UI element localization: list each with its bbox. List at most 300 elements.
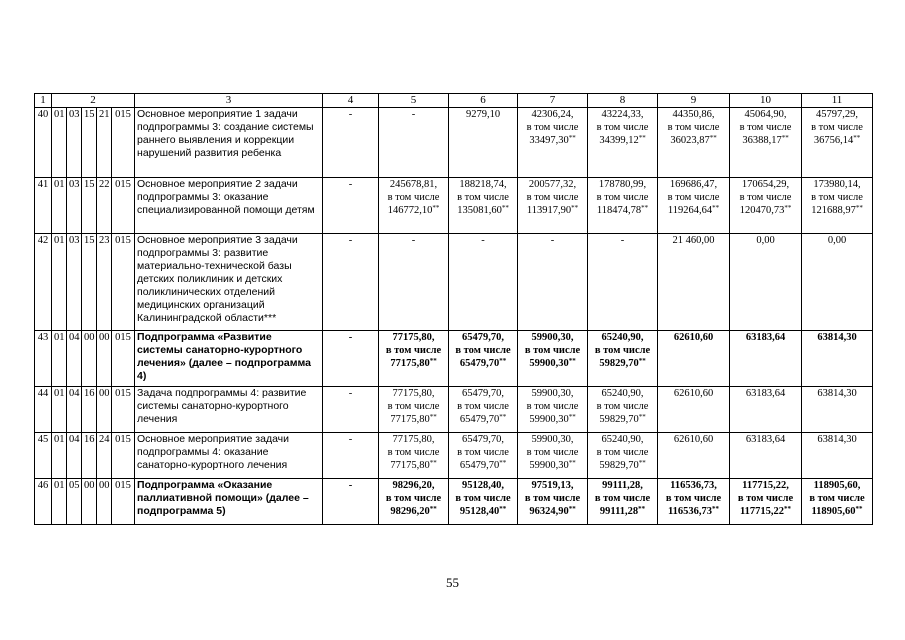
value-including-amount <box>732 505 799 518</box>
code-cell: 00 <box>97 331 112 387</box>
code-cell: 01 <box>52 479 67 525</box>
including-amount: 65479,70 <box>459 460 500 471</box>
value-cell <box>518 387 588 433</box>
value-cell <box>518 108 588 178</box>
value-cell <box>518 433 588 479</box>
value-including-label: в том числе <box>387 447 440 458</box>
value-cell <box>730 108 802 178</box>
code-cell: 21 <box>97 108 112 178</box>
value-main: 63814,30 <box>817 388 857 399</box>
value-cell <box>379 108 449 178</box>
footnote-mark: ** <box>638 413 646 421</box>
code-cell: 03 <box>67 108 82 178</box>
code-cell: 05 <box>67 479 82 525</box>
including-amount: 118474,78 <box>596 205 642 216</box>
value-main: 59900,30, <box>531 388 574 399</box>
including-amount: 59829,70 <box>599 414 639 425</box>
value-main: 178780,99, <box>598 179 647 190</box>
value-main: 188218,74, <box>459 179 507 190</box>
value-cell <box>802 433 873 479</box>
code-cell: 16 <box>82 433 97 479</box>
value-cell <box>658 178 730 234</box>
including-amount: 36388,17 <box>742 135 782 146</box>
including-amount: 95128,40 <box>459 506 500 517</box>
footnote-mark: ** <box>638 505 646 513</box>
including-amount: 118905,60 <box>811 506 856 517</box>
value-main: 59900,30, <box>531 332 574 343</box>
row-description: Основное мероприятие 3 задачи подпрограммы 3: развитие материально-технической базы детских поликлиник и детских поликлинических отделений медицинских организаций Калининградской области*** <box>135 234 323 331</box>
including-amount: 99111,28 <box>599 506 639 517</box>
footnote-mark: ** <box>568 413 576 421</box>
footnote-mark: ** <box>638 459 646 467</box>
value-main: 63814,30 <box>817 434 857 445</box>
including-amount: 34399,12 <box>599 135 639 146</box>
value-main: 116536,73, <box>670 480 717 491</box>
source-cell: - <box>323 387 379 433</box>
footnote-mark: ** <box>709 134 717 142</box>
source-cell: - <box>323 433 379 479</box>
value-including-label: в том числе <box>809 493 865 504</box>
footnote-mark: ** <box>568 505 576 513</box>
value-cell <box>730 387 802 433</box>
footnote-mark: ** <box>855 505 863 513</box>
value-main: 59900,30, <box>531 434 574 445</box>
value-main: 118905,60, <box>813 480 861 491</box>
code-cell: 16 <box>82 387 97 433</box>
value-main: 0,00 <box>827 235 847 246</box>
row-number: 43 <box>35 331 52 387</box>
table-row <box>35 178 873 234</box>
footnote-mark: ** <box>784 204 792 212</box>
value-including-amount <box>381 459 446 472</box>
value-cell <box>802 479 873 525</box>
including-amount: 65479,70 <box>459 414 500 425</box>
budget-table <box>34 93 873 525</box>
header-cell: 1 <box>35 94 52 108</box>
header-cell: 9 <box>658 94 730 108</box>
value-main: 21 460,00 <box>672 235 715 246</box>
value-main: 63183,64 <box>745 434 786 445</box>
source-cell: - <box>323 108 379 178</box>
value-including-label: в том числе <box>737 493 794 504</box>
value-main: 245678,81, <box>389 179 438 190</box>
code-cell: 04 <box>67 331 82 387</box>
value-including-label: в том числе <box>457 401 509 412</box>
code-cell: 23 <box>97 234 112 331</box>
value-main: - <box>620 235 625 246</box>
value-cell <box>802 178 873 234</box>
value-including-label: в том числе <box>596 192 649 203</box>
value-main: 65240,90, <box>601 388 644 399</box>
value-including-amount <box>520 505 585 518</box>
including-amount: 117715,22 <box>739 506 785 517</box>
row-description: Задача подпрограммы 4: развитие системы санаторно-курортного лечения <box>135 387 323 433</box>
footnote-mark: ** <box>568 357 576 365</box>
header-cell: 2 <box>52 94 135 108</box>
code-cell: 04 <box>67 433 82 479</box>
value-including-label: в том числе <box>455 493 511 504</box>
value-cell <box>730 331 802 387</box>
footnote-mark: ** <box>712 505 720 513</box>
table-row <box>35 108 873 178</box>
code-cell: 015 <box>112 433 135 479</box>
value-including-amount <box>590 357 655 370</box>
value-main: 95128,40, <box>462 480 505 491</box>
code-cell: 015 <box>112 178 135 234</box>
value-including-amount <box>660 134 727 147</box>
row-number: 40 <box>35 108 52 178</box>
code-cell: 01 <box>52 331 67 387</box>
footnote-mark: ** <box>638 134 646 142</box>
footnote-mark: ** <box>501 204 509 212</box>
code-cell: 00 <box>97 387 112 433</box>
including-amount: 59829,70 <box>599 358 639 369</box>
value-including-amount <box>381 505 446 518</box>
value-including-amount <box>520 357 585 370</box>
value-main: 65240,90, <box>601 434 644 445</box>
value-including-label: в том числе <box>526 447 579 458</box>
footnote-mark: ** <box>568 134 576 142</box>
footnote-mark: ** <box>499 357 507 365</box>
including-amount: 59900,30 <box>529 414 569 425</box>
value-cell <box>730 178 802 234</box>
code-cell: 15 <box>82 234 97 331</box>
value-cell <box>379 234 449 331</box>
table-row <box>35 331 873 387</box>
value-cell <box>379 479 449 525</box>
footnote-mark: ** <box>429 459 437 467</box>
header-row <box>35 94 873 108</box>
value-main: - <box>550 235 555 246</box>
code-cell: 015 <box>112 387 135 433</box>
value-including-amount <box>520 413 585 426</box>
value-cell <box>588 433 658 479</box>
code-cell: 01 <box>52 234 67 331</box>
value-including-amount <box>451 459 515 472</box>
value-including-amount <box>660 204 727 217</box>
value-cell <box>518 479 588 525</box>
footnote-mark: ** <box>432 204 440 212</box>
code-cell: 00 <box>82 479 97 525</box>
including-amount: 96324,90 <box>529 506 569 517</box>
value-main: 173980,14, <box>813 179 861 190</box>
value-main: 63814,30 <box>817 332 857 343</box>
code-cell: 15 <box>82 108 97 178</box>
code-cell: 015 <box>112 479 135 525</box>
value-main: 200577,32, <box>528 179 577 190</box>
code-cell: 00 <box>82 331 97 387</box>
value-including-amount <box>451 413 515 426</box>
value-cell <box>588 178 658 234</box>
including-amount: 116536,73 <box>667 506 713 517</box>
row-number: 44 <box>35 387 52 433</box>
value-including-label: в том числе <box>524 345 581 356</box>
including-amount: 121688,97 <box>811 205 856 216</box>
value-including-amount <box>451 357 515 370</box>
including-amount: 36023,87 <box>670 135 710 146</box>
value-including-label: в том числе <box>387 192 440 203</box>
value-cell <box>658 479 730 525</box>
row-description: Основное мероприятие задачи подпрограммы 4: оказание санаторно-курортного лечения <box>135 433 323 479</box>
value-main: 43224,33, <box>601 109 644 120</box>
value-including-label: в том числе <box>665 493 722 504</box>
value-main: 62610,60 <box>673 388 714 399</box>
value-including-amount <box>381 357 446 370</box>
header-cell: 6 <box>449 94 518 108</box>
code-cell: 15 <box>82 178 97 234</box>
value-cell <box>379 331 449 387</box>
value-main: 77175,80, <box>392 434 435 445</box>
value-including-amount <box>381 204 446 217</box>
value-main: 65240,90, <box>601 332 644 343</box>
value-cell <box>588 331 658 387</box>
row-number: 46 <box>35 479 52 525</box>
value-including-amount <box>660 505 727 518</box>
value-main: 65479,70, <box>462 332 505 343</box>
value-main: 77175,80, <box>392 388 435 399</box>
footnote-mark: ** <box>784 505 792 513</box>
value-main: - <box>481 235 485 246</box>
value-main: 117715,22, <box>742 480 789 491</box>
footnote-mark: ** <box>429 505 437 513</box>
code-cell: 015 <box>112 234 135 331</box>
value-main: 42306,24, <box>531 109 574 120</box>
value-main: 45797,29, <box>816 109 859 120</box>
value-cell <box>518 331 588 387</box>
row-number: 45 <box>35 433 52 479</box>
row-number: 41 <box>35 178 52 234</box>
including-amount: 77175,80 <box>390 414 430 425</box>
value-cell <box>730 433 802 479</box>
value-main: - <box>411 109 416 120</box>
value-including-label: в том числе <box>596 401 649 412</box>
code-cell: 01 <box>52 433 67 479</box>
including-amount: 59829,70 <box>599 460 639 471</box>
row-description: Основное мероприятие 1 задачи подпрограммы 3: создание системы раннего выявления и коррекции нарушений развития ребенка <box>135 108 323 178</box>
value-including-amount <box>804 134 870 147</box>
row-description: Подпрограмма «Развитие системы санаторно-курортного лечения» (далее – подпрограмма 4) <box>135 331 323 387</box>
row-number: 42 <box>35 234 52 331</box>
value-main: 63183,64 <box>745 388 786 399</box>
value-cell <box>802 387 873 433</box>
value-cell <box>658 108 730 178</box>
value-main: 62610,60 <box>673 434 714 445</box>
value-including-label: в том числе <box>811 192 863 203</box>
value-including-amount <box>590 505 655 518</box>
value-cell <box>449 331 518 387</box>
including-amount: 135081,60 <box>457 205 502 216</box>
value-cell <box>518 234 588 331</box>
value-cell <box>588 479 658 525</box>
value-main: 77175,80, <box>392 332 435 343</box>
value-including-label: в том числе <box>594 345 651 356</box>
value-including-label: в том числе <box>457 447 509 458</box>
value-including-label: в том числе <box>526 401 579 412</box>
value-including-label: в том числе <box>526 122 579 133</box>
footnote-mark: ** <box>568 459 576 467</box>
value-including-amount <box>520 459 585 472</box>
value-including-amount <box>520 204 585 217</box>
code-cell: 04 <box>67 387 82 433</box>
footnote-mark: ** <box>641 204 649 212</box>
table-row <box>35 479 873 525</box>
value-main: - <box>411 235 416 246</box>
value-including-amount <box>590 134 655 147</box>
value-cell <box>449 234 518 331</box>
footnote-mark: ** <box>712 204 720 212</box>
footnote-mark: ** <box>855 204 863 212</box>
table-body <box>35 94 873 525</box>
value-including-label: в том числе <box>457 192 509 203</box>
including-amount: 36756,14 <box>813 135 854 146</box>
value-cell <box>658 331 730 387</box>
header-cell: 7 <box>518 94 588 108</box>
value-cell <box>449 108 518 178</box>
value-main: 45064,90, <box>744 109 787 120</box>
value-main: 169686,47, <box>669 179 718 190</box>
value-cell <box>588 234 658 331</box>
header-cell: 5 <box>379 94 449 108</box>
value-including-amount <box>381 413 446 426</box>
value-cell <box>588 108 658 178</box>
code-cell: 00 <box>97 479 112 525</box>
value-including-label: в том числе <box>385 345 442 356</box>
value-including-amount <box>732 134 799 147</box>
value-main: 98296,20, <box>392 480 435 491</box>
footnote-mark: ** <box>429 413 437 421</box>
value-cell <box>449 178 518 234</box>
source-cell: - <box>323 234 379 331</box>
footnote-mark: ** <box>571 204 579 212</box>
value-cell <box>802 331 873 387</box>
source-cell: - <box>323 178 379 234</box>
value-cell <box>658 387 730 433</box>
footnote-mark: ** <box>429 357 437 365</box>
footnote-mark: ** <box>499 413 507 421</box>
row-description: Подпрограмма «Оказание паллиативной помощи» (далее – подпрограмма 5) <box>135 479 323 525</box>
value-main: 65479,70, <box>462 434 505 445</box>
value-main: 63183,64 <box>745 332 786 343</box>
including-amount: 146772,10 <box>387 205 433 216</box>
value-including-amount <box>732 204 799 217</box>
header-cell: 10 <box>730 94 802 108</box>
value-including-label: в том числе <box>524 493 581 504</box>
row-description: Основное мероприятие 2 задачи подпрограммы 3: оказание специализированной помощи детям <box>135 178 323 234</box>
value-including-label: в том числе <box>739 192 792 203</box>
value-including-amount <box>451 204 515 217</box>
table-row <box>35 433 873 479</box>
value-including-label: в том числе <box>596 447 649 458</box>
code-cell: 015 <box>112 108 135 178</box>
including-amount: 77175,80 <box>390 460 430 471</box>
including-amount: 33497,30 <box>529 135 569 146</box>
value-including-amount <box>520 134 585 147</box>
header-cell: 4 <box>323 94 379 108</box>
value-cell <box>658 433 730 479</box>
value-main: 97519,13, <box>531 480 574 491</box>
code-cell: 22 <box>97 178 112 234</box>
value-cell <box>802 108 873 178</box>
value-including-label: в том числе <box>596 122 649 133</box>
value-main: 65479,70, <box>462 388 505 399</box>
footnote-mark: ** <box>638 357 646 365</box>
value-including-amount <box>590 204 655 217</box>
value-including-label: в том числе <box>385 493 442 504</box>
including-amount: 59900,30 <box>529 358 569 369</box>
value-including-amount <box>804 204 870 217</box>
value-cell <box>449 433 518 479</box>
value-cell <box>802 234 873 331</box>
code-cell: 01 <box>52 178 67 234</box>
footnote-mark: ** <box>499 505 507 513</box>
code-cell: 24 <box>97 433 112 479</box>
value-cell <box>449 387 518 433</box>
value-cell <box>588 387 658 433</box>
footnote-mark: ** <box>499 459 507 467</box>
value-main: 170654,29, <box>741 179 790 190</box>
including-amount: 98296,20 <box>390 506 430 517</box>
value-cell <box>449 479 518 525</box>
code-cell: 03 <box>67 234 82 331</box>
value-including-label: в том числе <box>387 401 440 412</box>
source-cell: - <box>323 479 379 525</box>
value-main: 62610,60 <box>673 332 714 343</box>
value-main: 9279,10 <box>465 109 501 120</box>
including-amount: 120470,73 <box>739 205 785 216</box>
value-including-label: в том числе <box>455 345 511 356</box>
including-amount: 65479,70 <box>459 358 500 369</box>
value-including-label: в том числе <box>594 493 651 504</box>
value-cell <box>518 178 588 234</box>
table-row <box>35 387 873 433</box>
including-amount: 119264,64 <box>667 205 713 216</box>
value-including-label: в том числе <box>526 192 579 203</box>
header-cell: 8 <box>588 94 658 108</box>
source-cell: - <box>323 331 379 387</box>
value-cell <box>730 479 802 525</box>
value-including-amount <box>804 505 870 518</box>
code-cell: 03 <box>67 178 82 234</box>
value-including-label: в том числе <box>739 122 792 133</box>
value-including-amount <box>451 505 515 518</box>
value-including-label: в том числе <box>667 122 720 133</box>
including-amount: 113917,90 <box>526 205 572 216</box>
header-cell: 11 <box>802 94 873 108</box>
value-cell <box>379 433 449 479</box>
including-amount: 59900,30 <box>529 460 569 471</box>
value-main: 0,00 <box>756 235 775 246</box>
footnote-mark: ** <box>853 134 861 142</box>
code-cell: 01 <box>52 108 67 178</box>
footnote-mark: ** <box>781 134 789 142</box>
value-cell <box>379 387 449 433</box>
page-number: 55 <box>446 575 459 590</box>
value-including-label: в том числе <box>667 192 720 203</box>
value-main: 99111,28, <box>602 480 643 491</box>
header-cell: 3 <box>135 94 323 108</box>
value-main: 44350,86, <box>672 109 715 120</box>
value-including-amount <box>590 413 655 426</box>
table-row <box>35 234 873 331</box>
including-amount: 77175,80 <box>390 358 430 369</box>
value-including-amount <box>590 459 655 472</box>
value-cell <box>379 178 449 234</box>
code-cell: 01 <box>52 387 67 433</box>
value-including-label: в том числе <box>811 122 863 133</box>
value-cell <box>658 234 730 331</box>
code-cell: 015 <box>112 331 135 387</box>
value-cell <box>730 234 802 331</box>
